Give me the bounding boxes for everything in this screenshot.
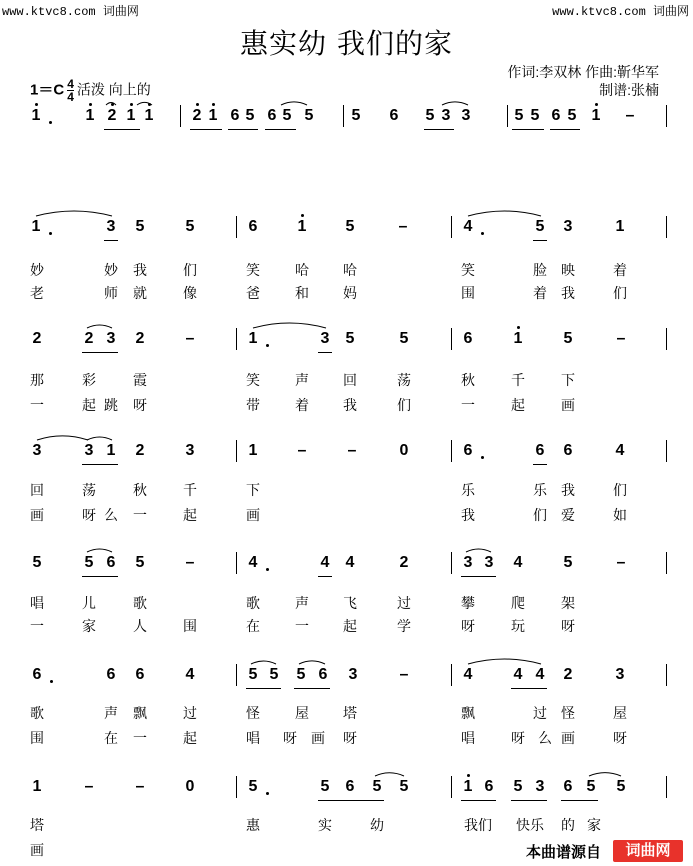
tie-slur <box>253 323 326 328</box>
note-3: 3 <box>106 330 116 347</box>
note-5: 5 <box>563 330 573 347</box>
note-3: 3 <box>32 442 42 459</box>
note-1: 1 <box>32 778 42 795</box>
note-5: 5 <box>345 330 355 347</box>
extension-dash: – <box>625 107 635 124</box>
lyric-syllable: 如 <box>613 508 627 524</box>
lyric-syllable: 架 <box>561 596 575 612</box>
watermark-right: www.ktvc8.com 词曲网 <box>552 5 689 19</box>
lyric-syllable: 我 <box>461 508 475 524</box>
lyric-syllable: 乐 <box>461 483 475 499</box>
lyric-syllable: 过 <box>533 706 547 722</box>
lyric-syllable: 回 <box>30 483 44 499</box>
lyric-syllable: 唱 <box>246 731 260 747</box>
note-1: 1 <box>248 442 258 459</box>
tie-slur <box>87 437 112 440</box>
lyric-syllable: 爸 <box>246 286 260 302</box>
tie-slur <box>468 659 541 664</box>
lyric-syllable: 乐 <box>533 483 547 499</box>
note-5: 5 <box>425 107 435 124</box>
lyric-syllable: 玩 <box>511 619 525 635</box>
lyric-syllable: 们 <box>613 286 627 302</box>
lyric-syllable: 学 <box>397 619 411 635</box>
note-2: 2 <box>399 554 409 571</box>
lyric-syllable: 么 <box>538 731 552 747</box>
lyric-syllable: 下 <box>246 483 260 499</box>
lyric-syllable: 塔 <box>343 706 357 722</box>
note-6: 6 <box>563 778 573 795</box>
credits-lyricist-composer: 作词:李双林 作曲:靳华军 <box>507 64 659 80</box>
note-6: 6 <box>463 442 473 459</box>
lyric-syllable: 屋 <box>295 706 309 722</box>
lyric-syllable: 呀 <box>511 731 525 747</box>
lyric-syllable: 和 <box>295 286 309 302</box>
lyric-syllable: 歌 <box>30 706 44 722</box>
note-6: 6 <box>345 778 355 795</box>
tie-slur <box>87 325 112 328</box>
site-logo: 词曲网 <box>613 840 683 862</box>
lyric-syllable: 脸 <box>533 263 547 279</box>
lyric-syllable: 千 <box>511 373 525 389</box>
lyric-syllable: 画 <box>30 843 44 859</box>
lyric-syllable: 的 <box>561 818 575 834</box>
note-6: 6 <box>135 666 145 683</box>
note-6: 6 <box>535 442 545 459</box>
note-4: 4 <box>345 554 355 571</box>
lyric-syllable: 实 <box>318 818 332 834</box>
lyric-syllable: 我们 <box>464 818 492 834</box>
lyric-syllable: 飞 <box>343 596 357 612</box>
tie-slur <box>442 102 468 105</box>
lyric-syllable: 儿 <box>82 596 96 612</box>
note-5: 5 <box>135 218 145 235</box>
lyric-syllable: 荡 <box>397 373 411 389</box>
lyric-syllable: 爬 <box>511 596 525 612</box>
lyric-syllable: 歌 <box>246 596 260 612</box>
lyric-syllable: 呀 <box>82 508 96 524</box>
note-5: 5 <box>84 554 94 571</box>
lyric-syllable: 怪 <box>561 706 575 722</box>
lyric-syllable: 笑 <box>246 373 260 389</box>
lyric-syllable: 我 <box>561 483 575 499</box>
key-label: 1＝C <box>30 81 65 99</box>
extension-dash: – <box>399 666 409 683</box>
lyric-syllable: 一 <box>133 731 147 747</box>
lyric-syllable: 千 <box>183 483 197 499</box>
tie-slur <box>37 436 88 440</box>
lyric-syllable: 妙 <box>104 263 118 279</box>
lyric-syllable: 一 <box>461 398 475 414</box>
note-5: 5 <box>185 218 195 235</box>
note-3: 3 <box>348 666 358 683</box>
extension-dash: – <box>616 330 626 347</box>
tie-slur <box>137 102 152 105</box>
lyric-syllable: 彩 <box>82 373 96 389</box>
note-5: 5 <box>513 778 523 795</box>
note-3: 3 <box>320 330 330 347</box>
lyric-syllable: 围 <box>461 286 475 302</box>
note-5: 5 <box>320 778 330 795</box>
note-2: 2 <box>563 666 573 683</box>
lyric-syllable: 们 <box>613 483 627 499</box>
song-title: 惠实幼 我们的家 <box>240 27 453 60</box>
note-4: 4 <box>248 554 258 571</box>
note-1: 1 <box>106 442 116 459</box>
lyric-syllable: 师 <box>104 286 118 302</box>
lyric-syllable: 么 <box>104 508 118 524</box>
note-5: 5 <box>563 554 573 571</box>
note-4: 4 <box>185 666 195 683</box>
lyric-syllable: 妙 <box>30 263 44 279</box>
note-5: 5 <box>535 218 545 235</box>
tie-slur <box>589 773 621 776</box>
note-4: 4 <box>320 554 330 571</box>
lyric-syllable: 呀 <box>561 619 575 635</box>
lyric-syllable: 在 <box>246 619 260 635</box>
note-5: 5 <box>32 554 42 571</box>
extension-dash: – <box>135 778 145 795</box>
lyric-syllable: 着 <box>295 398 309 414</box>
note-3: 3 <box>484 554 494 571</box>
lyric-syllable: 我 <box>561 286 575 302</box>
note-6: 6 <box>463 330 473 347</box>
note-6: 6 <box>106 554 116 571</box>
note-5: 5 <box>616 778 626 795</box>
note-5: 5 <box>282 107 292 124</box>
lyric-syllable: 声 <box>295 373 309 389</box>
note-6: 6 <box>389 107 399 124</box>
lyric-syllable: 像 <box>183 286 197 302</box>
note-3: 3 <box>463 554 473 571</box>
lyric-syllable: 惠 <box>246 818 260 834</box>
note-5: 5 <box>269 666 279 683</box>
lyric-syllable: 哈 <box>343 263 357 279</box>
lyric-syllable: 下 <box>561 373 575 389</box>
note-1: 1 <box>297 218 307 235</box>
time-bottom: 4 <box>67 90 74 104</box>
credits-arranger: 制谱:张楠 <box>599 82 659 98</box>
lyric-syllable: 妈 <box>343 286 357 302</box>
lyric-syllable: 荡 <box>82 483 96 499</box>
note-5: 5 <box>567 107 577 124</box>
lyric-syllable: 秋 <box>461 373 475 389</box>
lyric-syllable: 起 <box>183 731 197 747</box>
note-1: 1 <box>85 107 95 124</box>
lyric-syllable: 怪 <box>246 706 260 722</box>
note-3: 3 <box>441 107 451 124</box>
tie-slur <box>375 773 404 776</box>
lyric-syllable: 在 <box>104 731 118 747</box>
tie-slur <box>87 549 112 552</box>
note-2: 2 <box>84 330 94 347</box>
note-4: 4 <box>615 442 625 459</box>
note-2: 2 <box>135 330 145 347</box>
tie-slur <box>251 661 276 664</box>
note-1: 1 <box>248 330 258 347</box>
lyric-syllable: 画 <box>30 508 44 524</box>
lyric-syllable: 就 <box>133 286 147 302</box>
note-1: 1 <box>126 107 136 124</box>
extension-dash: – <box>297 442 307 459</box>
lyric-syllable: 着 <box>613 263 627 279</box>
note-6: 6 <box>230 107 240 124</box>
tie-slur <box>281 102 307 105</box>
lyric-syllable: 人 <box>133 619 147 635</box>
note-6: 6 <box>248 218 258 235</box>
extension-dash: – <box>616 554 626 571</box>
lyric-syllable: 跳 <box>104 398 118 414</box>
tie-slur <box>468 211 541 216</box>
lyric-syllable: 家 <box>82 619 96 635</box>
lyric-syllable: 们 <box>533 508 547 524</box>
note-1: 1 <box>31 218 41 235</box>
note-5: 5 <box>530 107 540 124</box>
lyric-syllable: 起 <box>183 508 197 524</box>
lyric-syllable: 霞 <box>133 373 147 389</box>
lyric-syllable: 带 <box>246 398 260 414</box>
lyric-syllable: 家 <box>587 818 601 834</box>
lyric-syllable: 快乐 <box>516 818 544 834</box>
lyric-syllable: 唱 <box>30 596 44 612</box>
note-1: 1 <box>615 218 625 235</box>
note-5: 5 <box>399 330 409 347</box>
note-4: 4 <box>513 554 523 571</box>
note-2: 2 <box>107 107 117 124</box>
lyric-syllable: 们 <box>397 398 411 414</box>
note-5: 5 <box>248 778 258 795</box>
lyric-syllable: 起 <box>343 619 357 635</box>
lyric-syllable: 我 <box>343 398 357 414</box>
tie-slur <box>36 211 112 216</box>
time-top: 4 <box>67 77 74 91</box>
note-5: 5 <box>351 107 361 124</box>
lyric-syllable: 一 <box>30 619 44 635</box>
lyric-syllable: 爱 <box>561 508 575 524</box>
lyric-syllable: 呀 <box>613 731 627 747</box>
note-1: 1 <box>208 107 218 124</box>
footer-source: 本曲谱源自 <box>525 844 601 861</box>
note-3: 3 <box>535 778 545 795</box>
lyric-syllable: 映 <box>561 263 575 279</box>
tie-slur <box>299 661 325 664</box>
note-3: 3 <box>461 107 471 124</box>
note-5: 5 <box>372 778 382 795</box>
note-3: 3 <box>185 442 195 459</box>
note-6: 6 <box>106 666 116 683</box>
lyric-syllable: 屋 <box>613 706 627 722</box>
note-5: 5 <box>135 554 145 571</box>
extension-dash: – <box>185 554 195 571</box>
note-6: 6 <box>318 666 328 683</box>
lyric-syllable: 声 <box>295 596 309 612</box>
tie-slur <box>106 103 116 105</box>
note-6: 6 <box>267 107 277 124</box>
lyric-syllable: 呀 <box>133 398 147 414</box>
note-3: 3 <box>84 442 94 459</box>
note-6: 6 <box>32 666 42 683</box>
note-5: 5 <box>245 107 255 124</box>
note-4: 4 <box>535 666 545 683</box>
lyric-syllable: 笑 <box>246 263 260 279</box>
note-5: 5 <box>345 218 355 235</box>
lyric-syllable: 呀 <box>461 619 475 635</box>
note-6: 6 <box>563 442 573 459</box>
note-2: 2 <box>32 330 42 347</box>
lyric-syllable: 呀 <box>343 731 357 747</box>
note-5: 5 <box>399 778 409 795</box>
note-3: 3 <box>615 666 625 683</box>
note-4: 4 <box>513 666 523 683</box>
lyric-syllable: 过 <box>397 596 411 612</box>
note-5: 5 <box>586 778 596 795</box>
note-2: 2 <box>135 442 145 459</box>
tie-slur <box>466 549 491 552</box>
lyric-syllable: 哈 <box>295 263 309 279</box>
lyric-syllable: 老 <box>30 286 44 302</box>
lyric-syllable: 画 <box>561 398 575 414</box>
lyric-syllable: 围 <box>30 731 44 747</box>
extension-dash: – <box>347 442 357 459</box>
note-3: 3 <box>106 218 116 235</box>
note-5: 5 <box>304 107 314 124</box>
note-1: 1 <box>591 107 601 124</box>
tempo-marking: 活泼 向上的 <box>76 81 151 98</box>
lyric-syllable: 起 <box>82 398 96 414</box>
note-1: 1 <box>31 107 41 124</box>
lyric-syllable: 起 <box>511 398 525 414</box>
lyric-syllable: 我 <box>133 263 147 279</box>
lyric-syllable: 歌 <box>133 596 147 612</box>
lyric-syllable: 画 <box>311 731 325 747</box>
lyric-syllable: 飘 <box>133 706 147 722</box>
rest: 0 <box>185 778 195 795</box>
lyric-syllable: 笑 <box>461 263 475 279</box>
watermark-left: www.ktvc8.com 词曲网 <box>2 5 139 19</box>
note-6: 6 <box>484 778 494 795</box>
lyric-syllable: 画 <box>561 731 575 747</box>
lyric-syllable: 那 <box>30 373 44 389</box>
note-1: 1 <box>144 107 154 124</box>
lyric-syllable: 围 <box>183 619 197 635</box>
note-4: 4 <box>463 218 473 235</box>
lyric-syllable: 着 <box>533 286 547 302</box>
lyric-syllable: 一 <box>133 508 147 524</box>
note-5: 5 <box>514 107 524 124</box>
lyric-syllable: 声 <box>104 706 118 722</box>
lyric-syllable: 飘 <box>461 706 475 722</box>
lyric-syllable: 攀 <box>461 596 475 612</box>
lyric-syllable: 一 <box>295 619 309 635</box>
note-5: 5 <box>296 666 306 683</box>
note-1: 1 <box>463 778 473 795</box>
extension-dash: – <box>84 778 94 795</box>
note-4: 4 <box>463 666 473 683</box>
lyric-syllable: 回 <box>343 373 357 389</box>
lyric-syllable: 呀 <box>283 731 297 747</box>
note-2: 2 <box>192 107 202 124</box>
lyric-syllable: 唱 <box>461 731 475 747</box>
lyric-syllable: 画 <box>246 508 260 524</box>
extension-dash: – <box>185 330 195 347</box>
lyric-syllable: 过 <box>183 706 197 722</box>
note-3: 3 <box>563 218 573 235</box>
lyric-syllable: 们 <box>183 263 197 279</box>
rest: 0 <box>399 442 409 459</box>
lyric-syllable: 一 <box>30 398 44 414</box>
extension-dash: – <box>398 218 408 235</box>
note-1: 1 <box>513 330 523 347</box>
lyric-syllable: 秋 <box>133 483 147 499</box>
note-6: 6 <box>551 107 561 124</box>
note-5: 5 <box>248 666 258 683</box>
lyric-syllable: 塔 <box>30 818 44 834</box>
lyric-syllable: 幼 <box>370 818 384 834</box>
